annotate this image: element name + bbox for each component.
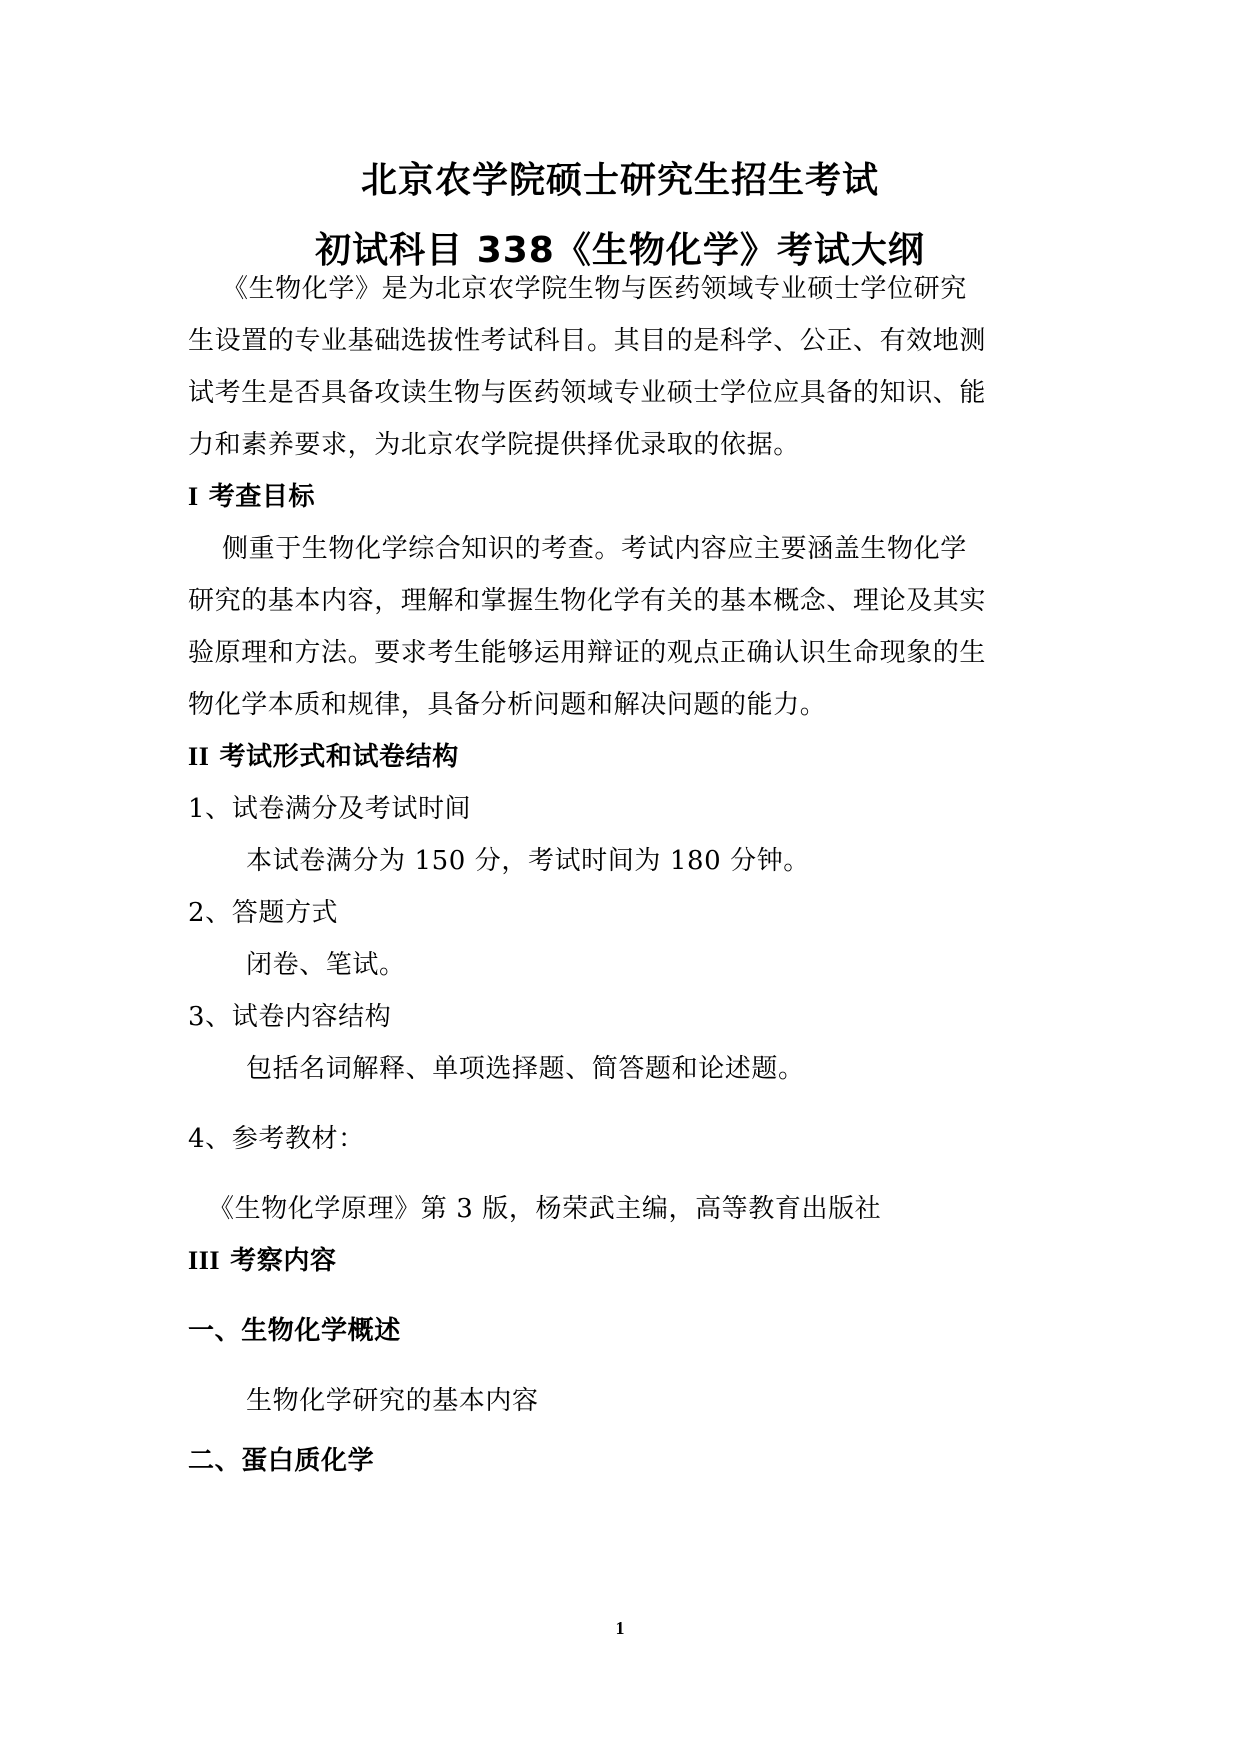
item-content: 包括名词解释、单项选择题、简答题和论述题。 [246,1054,805,1084]
section-heading-3 [188,1240,337,1277]
chapter-content: 生物化学研究的基本内容 [246,1386,539,1416]
section-numeral: I [188,482,199,511]
chapter-heading: 一、生物化学概述 [188,1316,401,1346]
intro-paragraph-line: 《生物化学》是为北京农学院生物与医药领域专业硕士学位研究 [222,274,967,304]
document-title-line2: 初试科目 338《生物化学》考试大纲 [315,230,925,271]
section-heading-text: 考试形式和试卷结构 [219,742,459,772]
item-label: 4、参考教材： [188,1124,365,1154]
section-heading-text: 考察内容 [230,1246,337,1276]
item-label: 2、答题方式 [188,898,339,928]
reference-textbook: 《生物化学原理》第 3 版，杨荣武主编，高等教育出版社 [208,1194,882,1224]
section-heading-text: 考查目标 [208,482,316,512]
intro-paragraph-line: 试考生是否具备攻读生物与医药领域专业硕士学位应具备的知识、能 [188,378,987,408]
section1-body-line: 验原理和方法。要求考生能够运用辩证的观点正确认识生命现象的生 [188,638,987,668]
section-numeral: II [188,742,210,771]
item-content: 本试卷满分为 150 分，考试时间为 180 分钟。 [246,846,810,876]
item-content: 闭卷、笔试。 [246,950,406,980]
intro-paragraph-line: 力和素养要求，为北京农学院提供择优录取的依据。 [188,430,800,460]
item-label: 3、试卷内容结构 [188,1002,392,1032]
section-numeral: III [188,1246,221,1275]
chapter-heading: 二、蛋白质化学 [188,1446,375,1476]
section1-body-line: 研究的基本内容，理解和掌握生物化学有关的基本概念、理论及其实 [188,586,987,616]
item-label: 1、试卷满分及考试时间 [188,794,472,824]
page-number: 1 [615,1618,625,1638]
section1-body-line: 物化学本质和规律，具备分析问题和解决问题的能力。 [188,690,827,720]
section1-body-line: 侧重于生物化学综合知识的考查。考试内容应主要涵盖生物化学 [222,534,967,564]
document-title-line1: 北京农学院硕士研究生招生考试 [360,160,879,201]
intro-paragraph-line: 生设置的专业基础选拔性考试科目。其目的是科学、公正、有效地测 [188,326,987,356]
section-heading-1 [188,476,315,513]
section-heading-2 [188,736,459,773]
